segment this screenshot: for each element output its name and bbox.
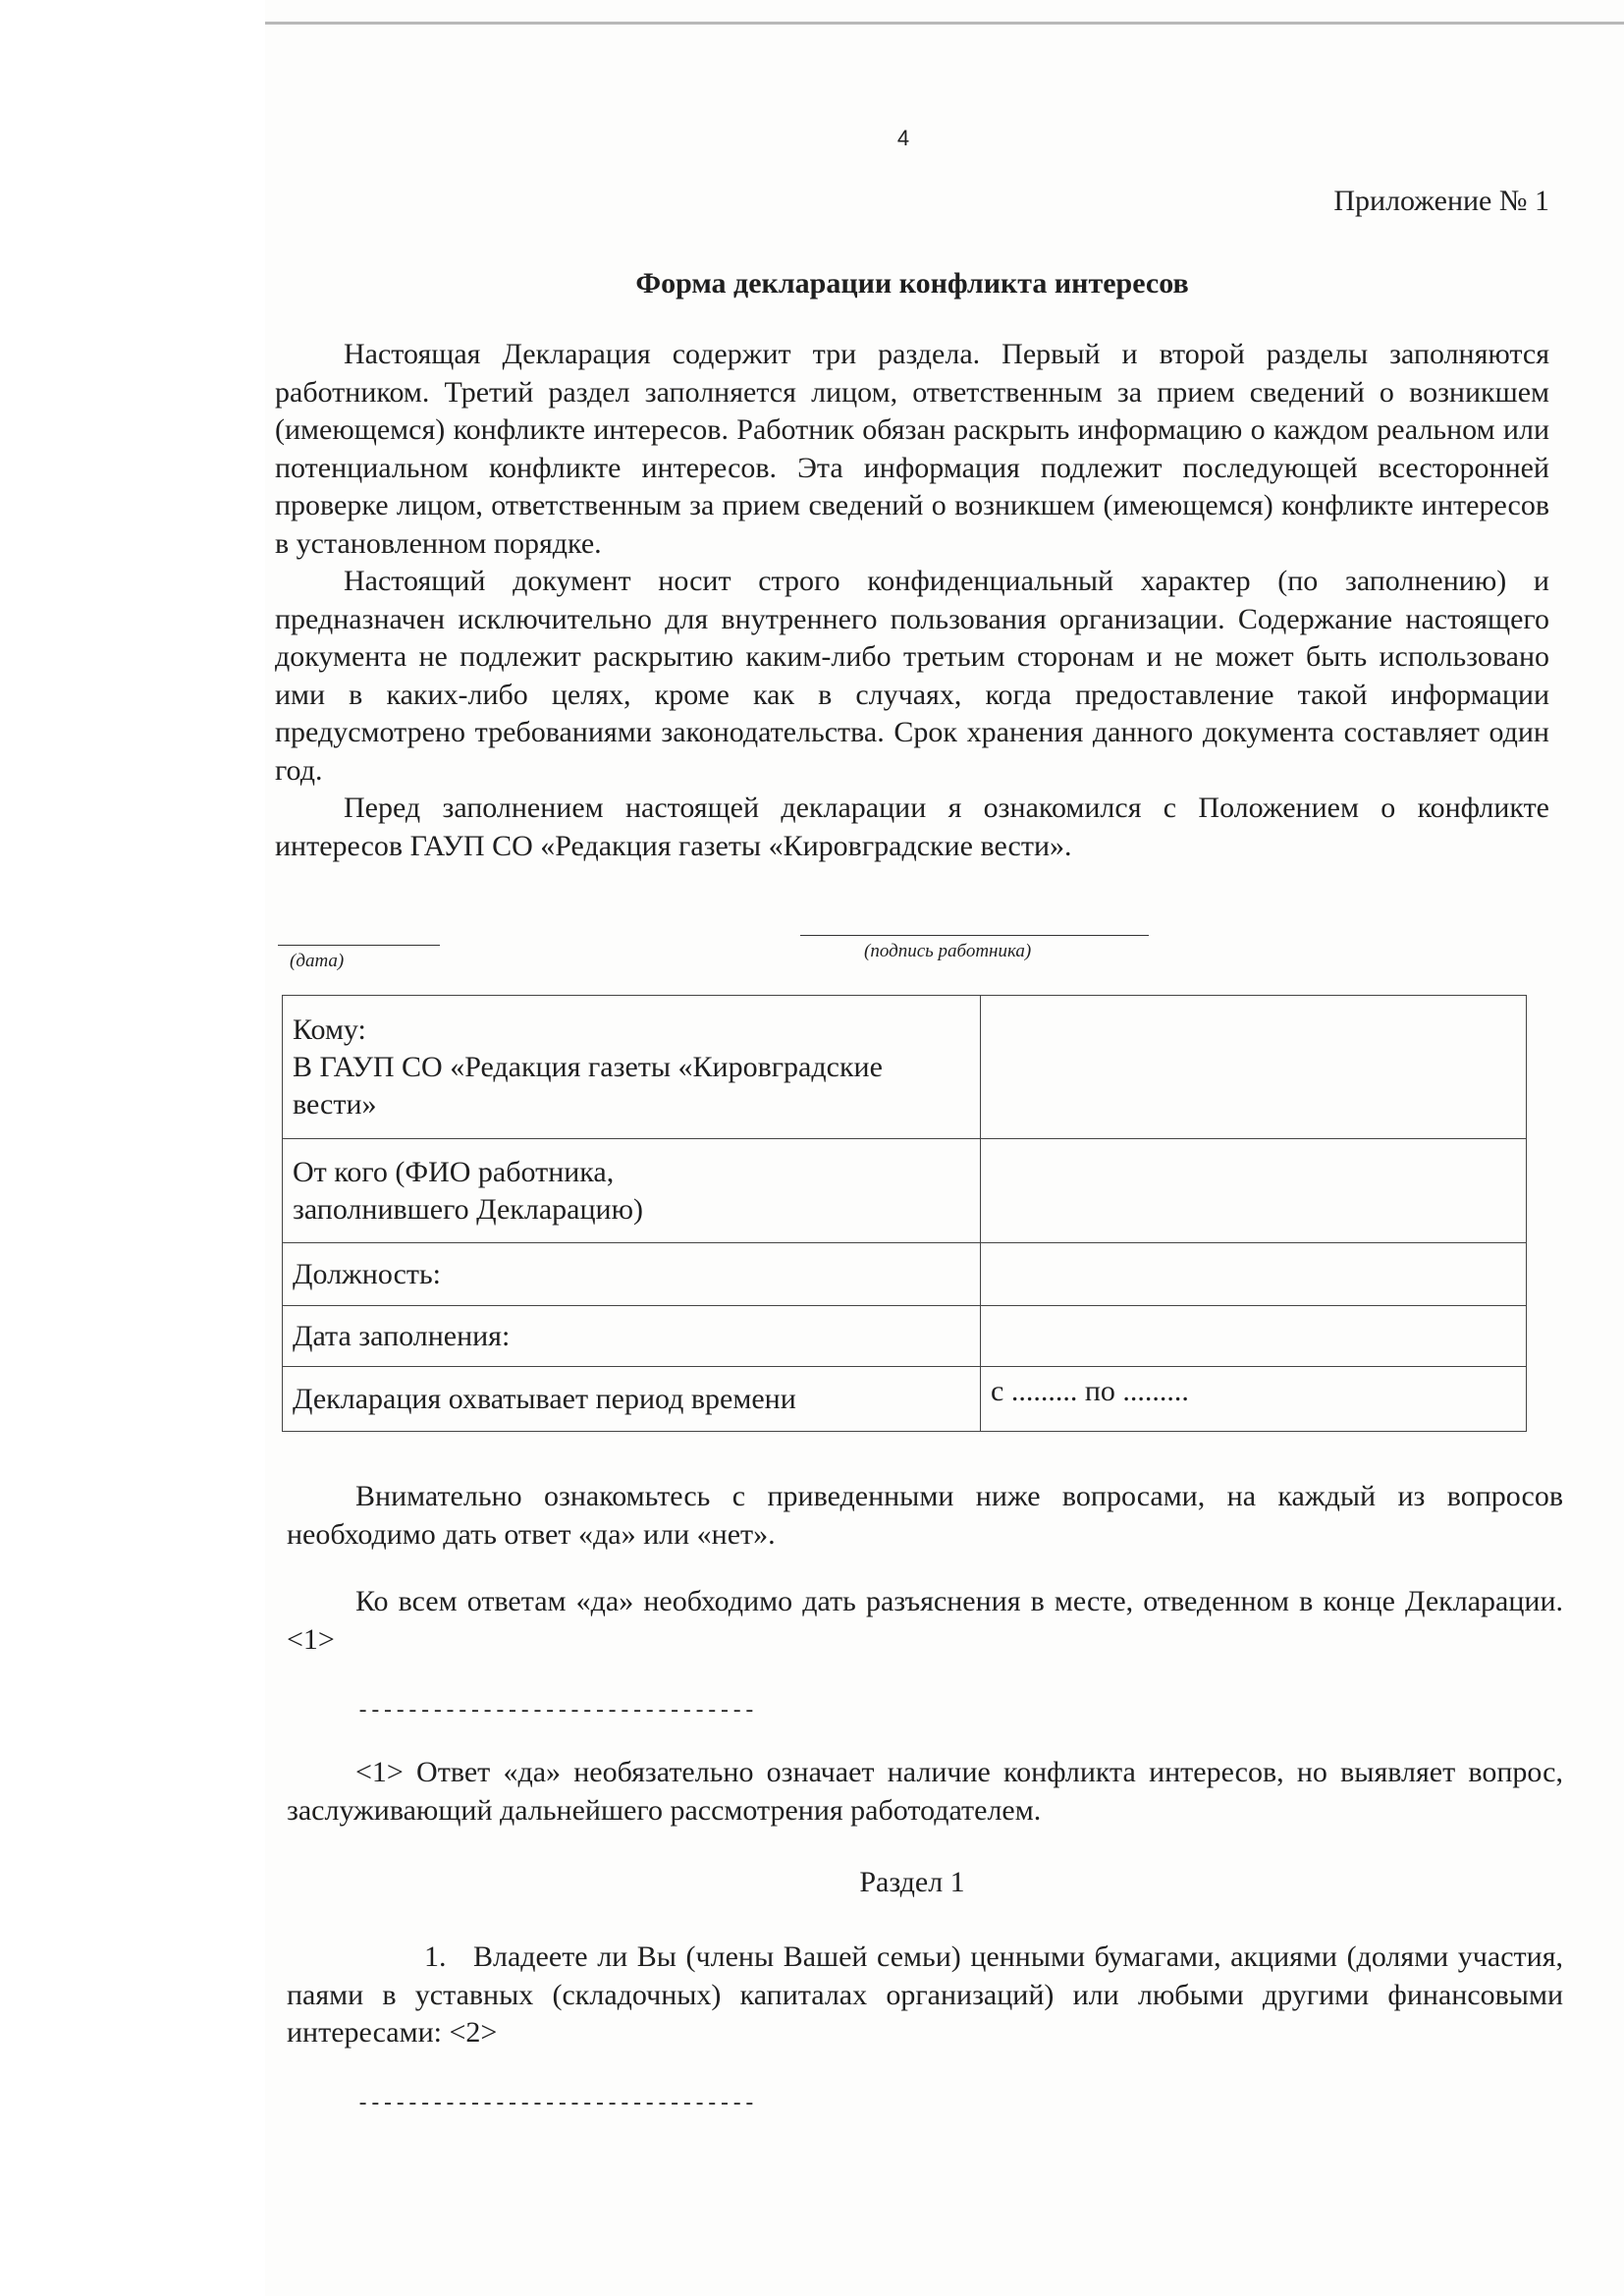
table-row (283, 1139, 1527, 1243)
instruction-paragraph: Внимательно ознакомьтесь с приведенными ниже вопросами, на каждый из вопросов необходимо дать ответ «да» или «нет». (287, 1480, 1563, 1551)
intro-paragraph: Настоящая Декларация содержит три раздела. Первый и второй разделы заполняются работником. Третий раздел заполняется лицом, ответственным за прием сведений о возникшем (имеющемся) конфликте интересов. Работник обязан раскрыть информацию о каждом реальном или потенциальном конфликте интересов. Эта информация подлежит последующей всесторонней проверке лицом, ответственным за прием сведений о возникшем (имеющемся) конфликте интересов в установленном порядке. (275, 338, 1549, 560)
intro-paragraph: Настоящий документ носит строго конфиденциальный характер (по заполнению) и предназначен исключительно для внутреннего пользования организации. Содержание настоящего документа не подлежит раскрытию каким-либо третьим сторонам и не может быть использовано ими в каких-либо целях, кроме как в случаях, когда предоставление такой информации предусмотрено требованиями законодательства. Срок хранения данного документа составляет один год. (275, 565, 1549, 787)
date-caption: (дата) (290, 951, 345, 971)
table-cell-value[interactable] (981, 1139, 1527, 1243)
appendix-label: Приложение № 1 (1333, 185, 1549, 217)
section-title: Раздел 1 (859, 1866, 965, 1898)
table-cell-label (283, 1139, 981, 1243)
footnote-block (287, 1754, 1563, 1830)
instruction-block (287, 1583, 1563, 1659)
table-row (283, 1306, 1527, 1367)
table-row (283, 1367, 1527, 1432)
table-cell-value[interactable] (981, 1243, 1527, 1306)
table-cell-value[interactable] (981, 1306, 1527, 1367)
instruction-block (287, 1478, 1563, 1554)
table-cell-label (283, 1243, 981, 1306)
scan-margin (0, 0, 265, 2296)
intro-block (275, 336, 1549, 865)
question-text: Владеете ли Вы (члены Вашей семьи) ценными бумагами, акциями (долями участия, паями в уставных (складочных) капиталах организаций) или любыми другими финансовыми интересами: <2> (287, 1941, 1563, 2049)
question-block (287, 1939, 1563, 2052)
signature-caption: (подпись работника) (864, 941, 1032, 961)
row-label: Дата заполнения: (293, 1319, 511, 1352)
question-number: 1. (424, 1941, 447, 1973)
table-cell-label (283, 1306, 981, 1367)
table-row (283, 996, 1527, 1139)
table-cell-label (283, 996, 981, 1139)
footnote-separator: -------------------------------- (356, 2092, 756, 2116)
signature-line (800, 935, 1149, 936)
row-label: Кому: (293, 1012, 366, 1046)
scan-edge-line (265, 22, 1624, 25)
instruction-paragraph: Ко всем ответам «да» необходимо дать разъяснения в месте, отведенном в конце Декларации. <1> (287, 1585, 1563, 1656)
table-cell-label (283, 1367, 981, 1432)
declaration-info-table (282, 995, 1527, 1432)
intro-paragraph: Перед заполнением настоящей декларации я ознакомился с Положением о конфликте интересов ГАУП СО «Редакция газеты «Кировградские вести». (275, 792, 1549, 862)
table-row (283, 1243, 1527, 1306)
date-line (278, 945, 440, 946)
row-label: В ГАУП СО «Редакция газеты «Кировградские вести» (293, 1050, 883, 1121)
row-label: заполнившего Декларацию) (293, 1192, 643, 1226)
row-label: Должность: (293, 1257, 442, 1290)
table-cell-value[interactable]: с ......... по ......... (981, 1367, 1527, 1432)
question-item (287, 1939, 1563, 2052)
row-label: Декларация охватывает период времени (293, 1382, 796, 1415)
footnote-text: <1> Ответ «да» необязательно означает наличие конфликта интересов, но выявляет вопрос, заслуживающий дальнейшего рассмотрения работодателем. (287, 1756, 1563, 1827)
row-label: От кого (ФИО работника, (293, 1155, 615, 1188)
footnote-separator: -------------------------------- (356, 1699, 756, 1723)
document-title: Форма декларации конфликта интересов (635, 267, 1189, 300)
page-number: 4 (896, 126, 910, 150)
table-cell-value[interactable] (981, 996, 1527, 1139)
